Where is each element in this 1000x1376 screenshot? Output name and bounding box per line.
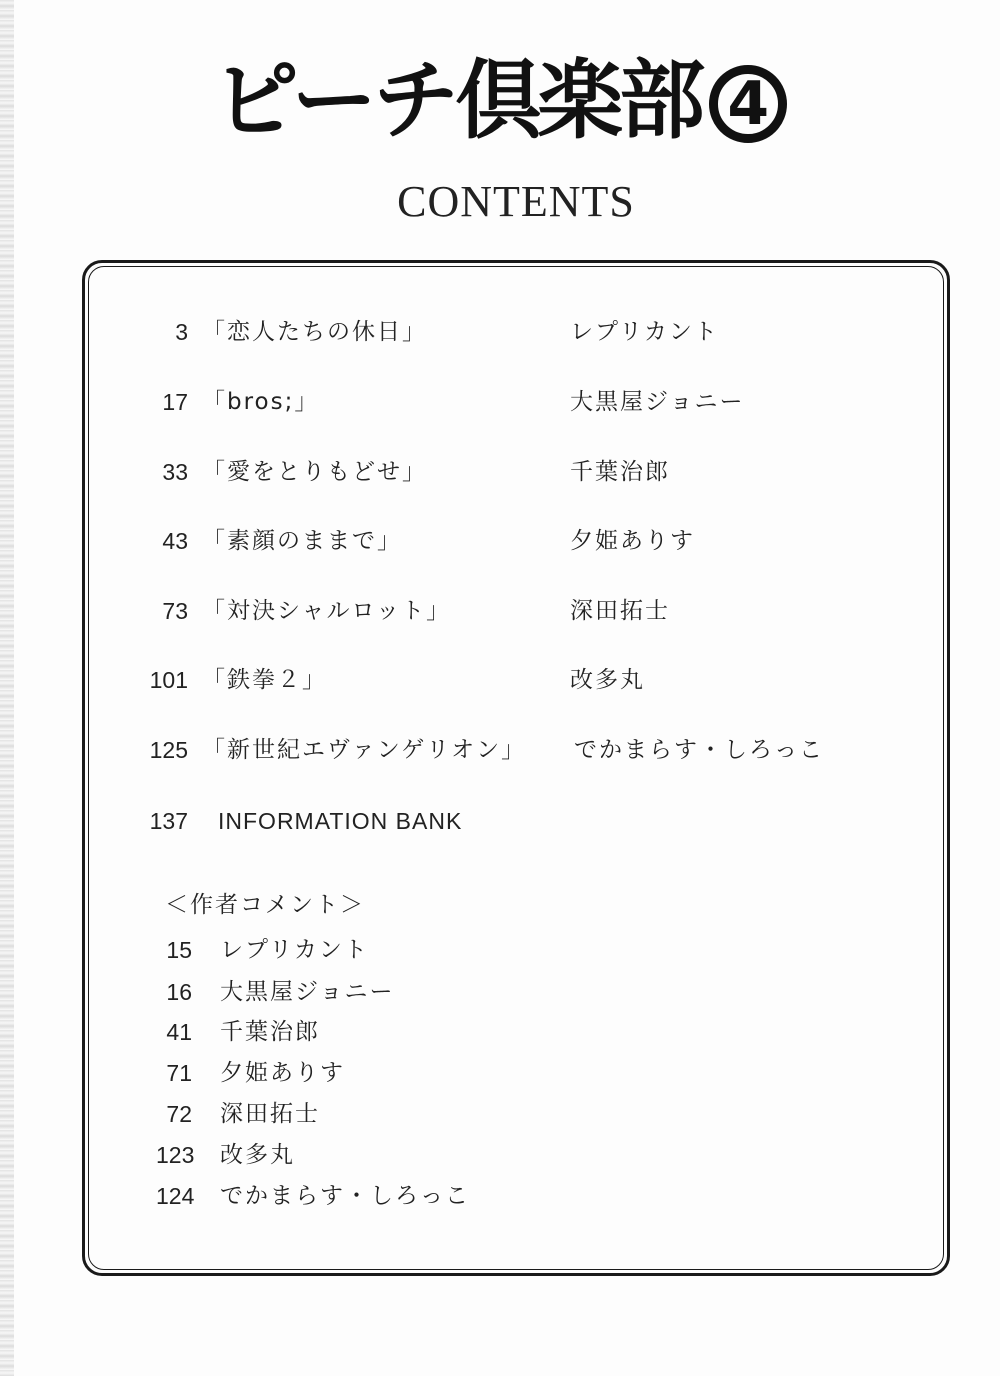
entry-author: でかまらす・しろっこ (574, 737, 824, 763)
comment-page-number: 71 (166, 1060, 192, 1086)
comment-author-name: 改多丸 (220, 1142, 295, 1168)
comment-page-number: 15 (166, 937, 192, 963)
entry-page-number: 125 (149, 737, 188, 763)
comment-page-number: 123 (156, 1142, 195, 1168)
comment-author-name: 千葉治郎 (220, 1019, 320, 1045)
entry-author: 深田拓士 (570, 598, 670, 624)
entry-author: 千葉治郎 (570, 459, 670, 485)
comment-page-number: 41 (166, 1019, 192, 1045)
entry-page-number: 137 (149, 808, 188, 834)
entry-author: レプリカント (570, 319, 719, 345)
author-comments-heading: ＜作者コメント＞ (165, 892, 365, 918)
comment-author-name: レプリカント (220, 937, 369, 963)
entry-author: 改多丸 (570, 667, 645, 693)
entry-title: 「素顔のままで」 (202, 528, 402, 554)
comment-page-number: 16 (166, 979, 192, 1005)
entry-page-number: 43 (162, 528, 188, 554)
comment-author-name: でかまらす・しろっこ (220, 1183, 470, 1209)
entry-title: 「愛をとりもどせ」 (202, 459, 427, 485)
book-title (0, 51, 1000, 151)
book-title-text: ピーチ倶楽部 (212, 51, 702, 151)
entry-page-number: 33 (162, 459, 188, 485)
comment-page-number: 72 (166, 1101, 192, 1127)
entry-title: INFORMATION BANK (218, 808, 463, 834)
comment-author-name: 夕姫ありす (220, 1060, 345, 1086)
entry-page-number: 101 (149, 667, 188, 693)
contents-heading: CONTENTS (397, 177, 635, 226)
comment-page-number: 124 (156, 1183, 195, 1209)
entry-title: 「bros;」 (202, 389, 320, 415)
entry-author: 夕姫ありす (570, 528, 695, 554)
entry-title: 「鉄拳２」 (202, 667, 327, 693)
entry-page-number: 3 (175, 319, 188, 345)
entry-title: 「恋人たちの休日」 (202, 319, 427, 345)
entry-title: 「新世紀エヴァンゲリオン」 (202, 737, 527, 763)
entry-page-number: 17 (162, 389, 188, 415)
volume-number-badge: 4 (709, 65, 787, 143)
entry-page-number: 73 (162, 598, 188, 624)
comment-author-name: 深田拓士 (220, 1101, 320, 1127)
comment-author-name: 大黒屋ジョニー (220, 979, 395, 1005)
entry-title: 「対決シャルロット」 (202, 598, 452, 624)
entry-author: 大黒屋ジョニー (570, 389, 745, 415)
